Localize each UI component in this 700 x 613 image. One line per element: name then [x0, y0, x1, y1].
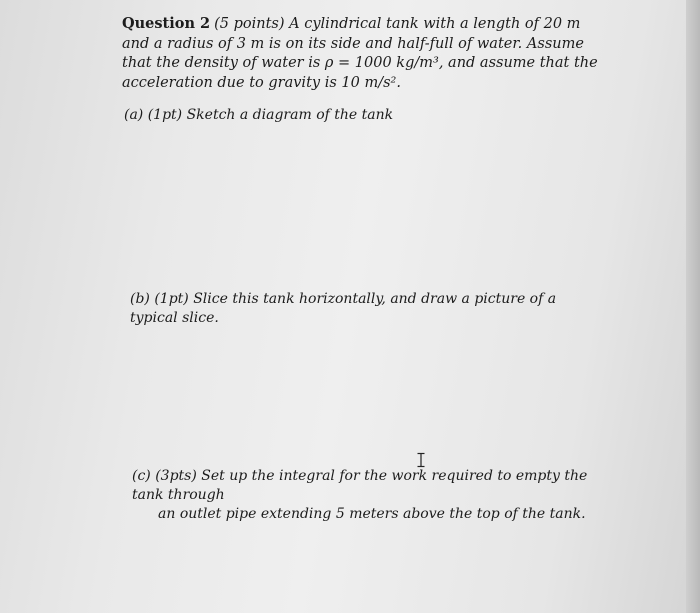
question-label: Question 2 — [122, 15, 211, 32]
question-text: (5 points) A cylindrical tank with a length of 20 m and a radius of 3 m is on its side and half-full of water. Assume that the density of water is ρ = 1000 kg/m³, and assume that the acceleration due to gravity is 10 m/s². — [122, 16, 598, 91]
part-c-prompt — [132, 467, 602, 524]
part-c-line-2: an outlet pipe extending 5 meters above the top of the tank. — [158, 506, 586, 522]
part-a-prompt: (a) (1pt) Sketch a diagram of the tank — [124, 107, 394, 123]
part-b-prompt: (b) (1pt) Slice this tank horizontally, and draw a picture of a typical slice. — [130, 291, 557, 326]
page-edge-shadow — [686, 0, 700, 613]
question-header — [122, 14, 600, 93]
text-cursor-icon — [415, 452, 427, 468]
part-c-line-1: (c) (3pts) Set up the integral for the work required to empty the tank through — [132, 468, 588, 503]
